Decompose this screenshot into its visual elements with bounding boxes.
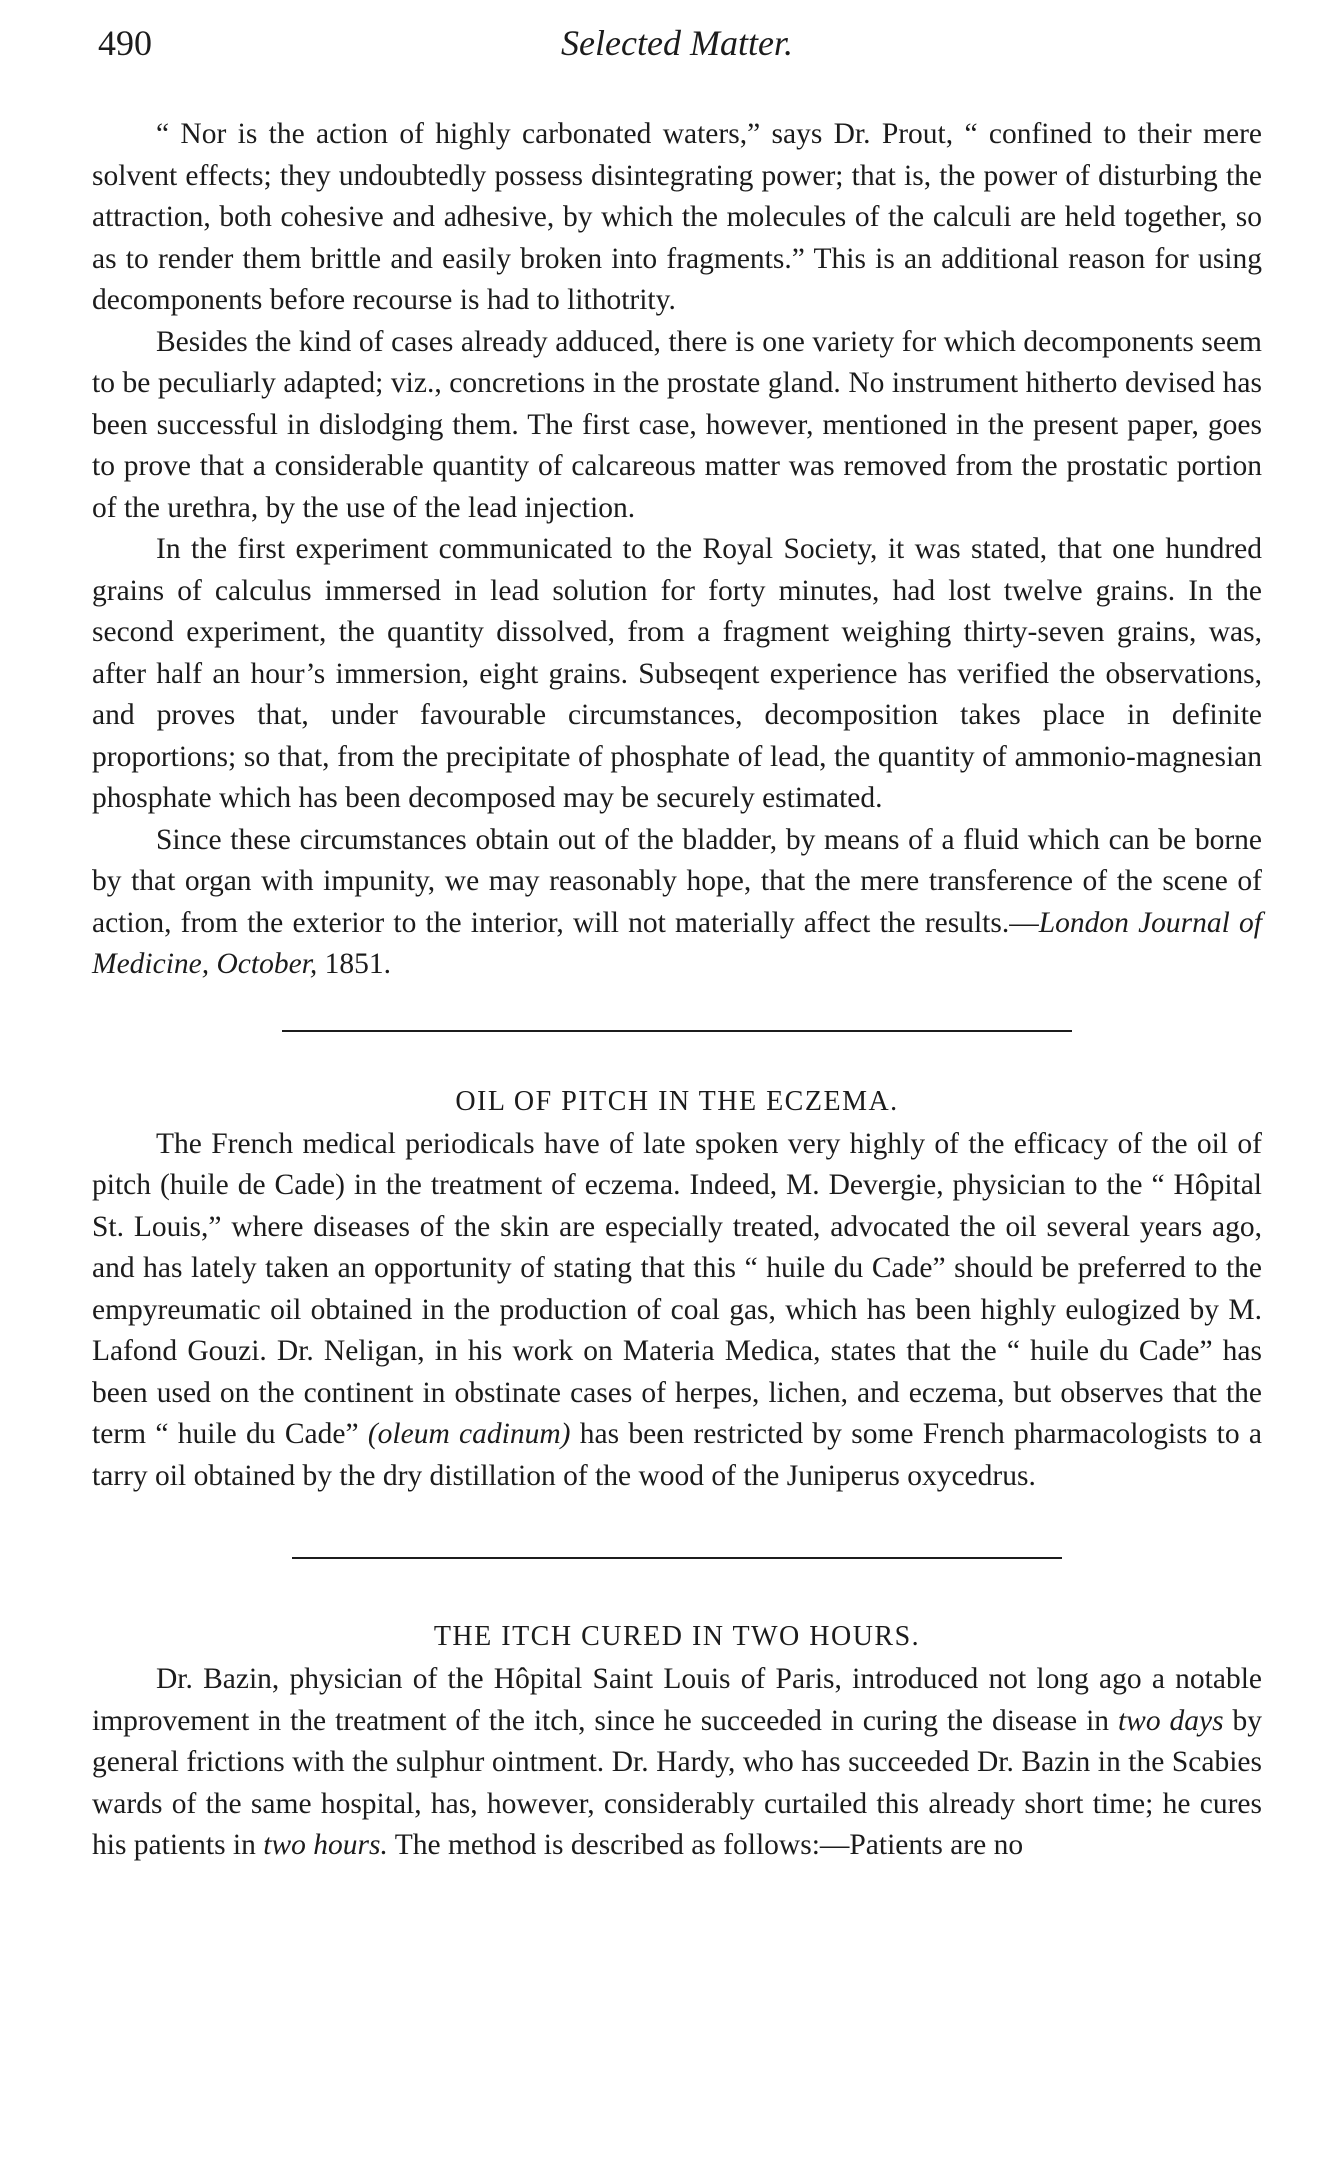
paragraph: In the first experiment communicated to the Royal Society, it was stated, that one hundred grains of calculus immersed in lead solution for forty minutes, had lost twelve grains. In the second experiment, the quantity dissolved, from a fragment weighing thirty-seven grains, was, after half an hour’s immersion, eight grains. Subseqent experience has verified the observations, and proves that, under favourable circumstances, decomposition takes place in definite proportions; so that, from the precipitate of phosphate of lead, the quantity of ammonio-magnesian phosphate which has been decomposed may be securely estimated. [92,533,1262,814]
paragraph: Since these circumstances obtain out of the bladder, by means of a fluid which can be borne by that organ with impunity, we may reasonably hope, that the mere transference of the scene of action, from the exterior to the interior, will not materially affect the results.—London Journal of Medicine, October, 1851. [92,823,1262,980]
book-page [92,22,1262,1867]
running-head [92,22,1262,78]
running-title: Selected Matter. [561,23,793,63]
section-divider [282,1030,1072,1032]
article-oil-of-pitch [92,1086,1262,1498]
paragraph: “ Nor is the action of highly carbonated waters,” says Dr. Prout, “ confined to their mere solvent effects; they undoubtedly possess disintegrating power; that is, the power of disturbing the attraction, both cohesive and adhesive, by which the molecules of the calculi are held together, so as to render them brittle and easily broken into fragments.” This is an additional reason for using decomponents before recourse is had to lithotrity. [92,118,1262,316]
paragraph: Besides the kind of cases already adduced, there is one variety for which decomponents seem to be peculiarly adapted; viz., concretions in the prostate gland. No instrument hitherto devised has been successful in dislodging them. The first case, however, mentioned in the present paper, goes to prove that a considerable quantity of calcareous matter was removed from the prostatic portion of the urethra, by the use of the lead injection. [92,325,1262,524]
article-itch-cured [92,1621,1262,1867]
section-title: THE ITCH CURED IN TWO HOURS. [433,1621,921,1652]
article-prout-decomponents [92,114,1262,986]
paragraph: Dr. Bazin, physician of the Hôpital Saint Louis of Paris, introduced not long ago a notable improvement in the treatment of the itch, since he succeeded in curing the disease in two days by general frictions with the sulphur ointment. Dr. Hardy, who has succeeded Dr. Bazin in the Scabies wards of the same hospital, has, however, considerably curtailed this already short time; he cures his patients in two hours. The method is described as follows:—Patients are no [92,1663,1263,1861]
section-divider [292,1557,1062,1559]
paragraph: The French medical periodicals have of late spoken very highly of the efficacy of the oil of pitch (huile de Cade) in the treatment of eczema. Indeed, M. Devergie, physician to the “ Hôpital St. Louis,” where diseases of the skin are especially treated, advocated the oil several years ago, and has lately taken an opportunity of stating that this “ huile du Cade” should be preferred to the empyreumatic oil obtained in the production of coal gas, which has been highly eulogized by M. Lafond Gouzi. Dr. Neligan, in his work on Materia Medica, states that the “ huile du Cade” has been used on the continent in obstinate cases of herpes, lichen, and eczema, but observes that the term “ huile du Cade” (oleum cadinum) has been restricted by some French pharmacologists to a tarry oil obtained by the dry distillation of the wood of the Juniperus oxycedrus. [92,1127,1262,1492]
page-number: 490 [98,23,152,63]
source-citation: London Journal of Medicine, October, [92,906,1262,980]
section-title: OIL OF PITCH IN THE ECZEMA. [455,1085,899,1117]
